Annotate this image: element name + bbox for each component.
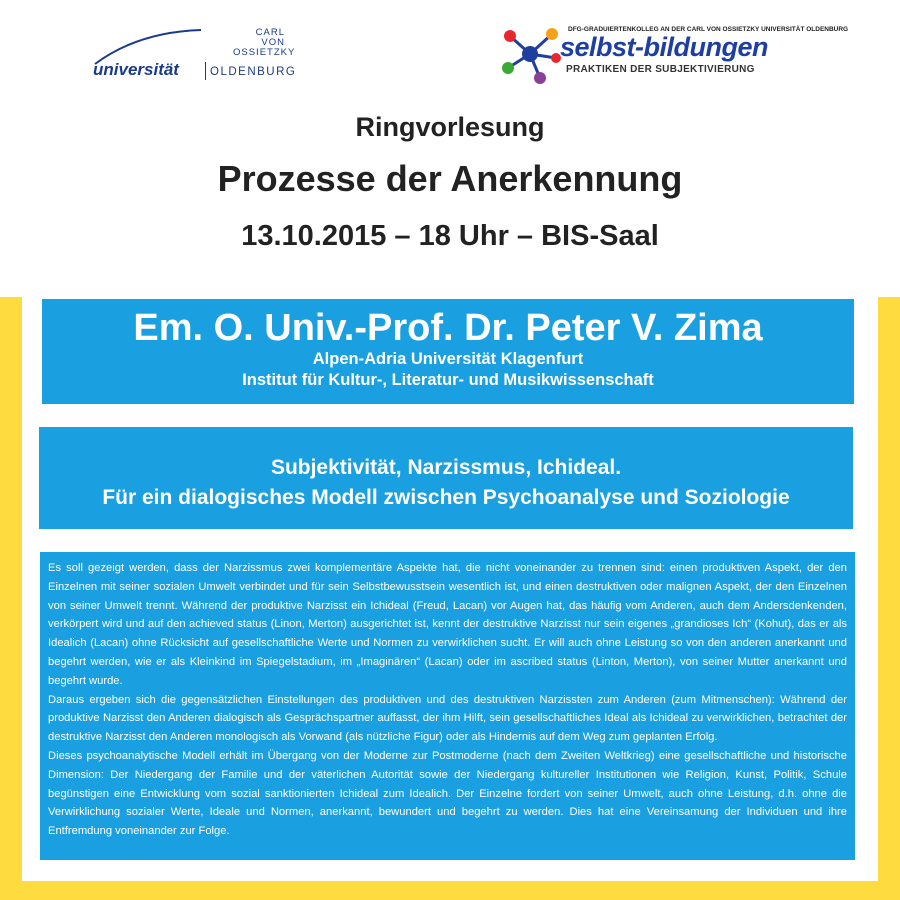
abstract-paragraph-2: Daraus ergeben sich die gegensätzlichen Einstellungen des produktiven und des destruktiven Narzissten zum Anderen (zum Mitmenschen): Während der produktive Narzisst den Anderen dialogisch als Gesprächspartner auffasst, der ihm Hilft, sein gesellschaftliches Ideal als Ichideal zu verwirklichen, betrachtet der destruktive Narzisst den Anderen monologisch als Vorwand (als nützliche Figur) oder als Hindernis auf dem Weg zum geplanten Erfolg.: [48, 693, 847, 744]
sb-kolleg-label: DFG-GRADUIERTENKOLLEG AN DER CARL VON OSSIETZKY UNIVERSITÄT OLDENBURG: [568, 26, 849, 33]
uni-line-von: VON: [261, 37, 285, 48]
university-name-lines: [233, 27, 296, 58]
abstract-text: [40, 552, 855, 841]
abstract-paragraph-3: Dieses psychoanalytische Modell erhält im Übergang von der Moderne zur Postmoderne (nach dem Zweiten Weltkrieg) eine gesellschaftliche und historische Dimension: Der Niedergang der Familie und der väterlichen Autorität sowie der Niedergang kultureller Institutionen wie Religion, Kunst, Politik, Schule begünstigen eine Entwicklung vom sozial sanktionierten Ichideal zum Idealich. Der Einzelne fordert von seiner Umwelt, auch ohne Leistung, d.h. ohne die Verwirklichung sozialer Werte, Ideale und Normen, anerkannt, bewundert und begehrt zu werden. Dies hat eine Vereinsamung der Individuen und ihre Entfremdung voneinander zur Folge.: [48, 749, 847, 838]
uni-wordmark: universität: [93, 60, 179, 79]
sb-subtitle: PRAKTIKEN DER SUBJEKTIVIERUNG: [566, 64, 755, 75]
selbst-bildungen-logo: [500, 22, 850, 88]
abstract-box: [40, 552, 855, 860]
speaker-institution: Alpen-Adria Universität Klagenfurt: [312, 350, 584, 368]
speaker-department: Institut für Kultur-, Literatur- und Musikwissenschaft: [242, 371, 654, 389]
speaker-box: [42, 299, 854, 404]
lecture-title-line1: Subjektivität, Narzissmus, Ichideal.: [270, 456, 622, 479]
uni-city: OLDENBURG: [210, 66, 297, 78]
series-label: Ringvorlesung: [355, 112, 545, 142]
lecture-title-line2: Für ein dialogisches Modell zwischen Psychoanalyse und Soziologie: [102, 486, 790, 509]
series-title: Prozesse der Anerkennung: [217, 158, 683, 199]
uni-line-ossietzky: OSSIETZKY: [233, 47, 296, 58]
university-logo: [93, 28, 323, 88]
lecture-title-box: [39, 427, 853, 529]
event-date-line: 13.10.2015 – 18 Uhr – BIS-Saal: [241, 220, 659, 252]
abstract-paragraph-1: Es soll gezeigt werden, dass der Narzissmus zwei komplementäre Aspekte hat, die nicht voneinander zu trennen sind: einen produktiven Aspekt, der den Einzelnen mit seiner sozialen Umwelt verbindet und für sein Selbstbewusstsein wesentlich ist, und einen destruktiven oder malignen Aspekt, der den Einzelnen von seiner Umwelt trennt. Während der produktive Narzisst ein Ichideal (Freud, Lacan) vor Augen hat, das häufig vom Anderen, auch dem Andersdenkenden, verkörpert wird und auf den achieved status (Linon, Merton) ausgerichtet ist, kennt der destruktive Narzisst nur sein eigenes „grandioses Ich“ (Kohut), das er als Idealich (Lacan) ohne Rücksicht auf gesellschaftliche Werte und Normen zu verwirklichen sucht. Er will auch ohne Leistung so von den anderen anerkannt und begehrt werden, wie er als Kleinkind im Spiegelstadium, im „Imaginären“ (Lacan) oder im ascribed status (Linton, Merton), von seiner Mutter anerkannt und begehrt wurde.: [48, 562, 847, 687]
uni-line-carl: CARL: [255, 27, 285, 38]
speaker-name: Em. O. Univ.-Prof. Dr. Peter V. Zima: [133, 307, 763, 349]
sb-wordmark: selbst-bildungen: [560, 32, 768, 62]
uni-separator: [205, 62, 206, 80]
molecule-icon: [500, 24, 562, 86]
